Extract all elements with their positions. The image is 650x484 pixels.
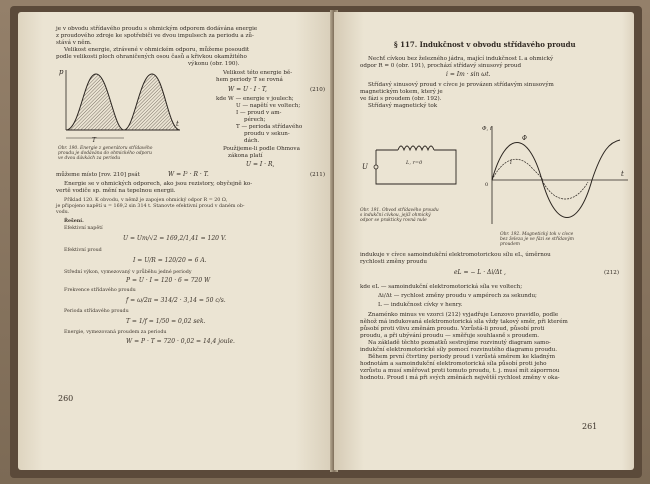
where-line-7: dách. (244, 138, 260, 144)
right-para2-line-3: ve fázi s proudem (obr. 192). (360, 96, 442, 102)
source-voltage-label: U (362, 163, 368, 171)
right-where-line-2: Δi/Δt — rychlost změny proudu v ampérech za sekundu; (378, 293, 537, 299)
right-para3-line-2: rychlosti změny proudu (360, 259, 427, 265)
example-line-3: vodu. (56, 210, 70, 215)
right-para4-line-9: vzrůstu a musí směřovat proti tomuto proudu, t. j. musí mít záporrnou (360, 368, 560, 374)
right-where-line-3: L — indukčnost cívky v henry. (378, 302, 463, 308)
current-equation: i = Im · sin ωt. (446, 71, 491, 78)
fig190-caption-line-1: Obr. 190. Energie z generátoru střídavého (58, 146, 153, 151)
coil-circuit-figure-191 (354, 112, 466, 204)
left-page (18, 12, 333, 470)
step-6-equation: W = P · T = 720 · 0,02 = 14,4 joule. (126, 338, 235, 345)
right-para4-line-6: indukční elektromotorické síly pomocí rozvinutého diagramu proudu. (360, 347, 558, 353)
right-para1-line-2: odpor R = 0 (obr. 191), prochází střídavý sinusový proud (360, 63, 522, 69)
equation-211: W = I² · R · T. (168, 171, 209, 178)
step-1-label: Efektivní napětí (64, 226, 103, 231)
current-curve-label: i (510, 159, 512, 166)
solution-label: Řešení. (64, 218, 84, 224)
right-para3-line-1: indukuje v cívce samoindukční elektromotorickou sílu eL, úměrnou (360, 252, 551, 258)
step-5-label: Perioda střídavého proudu (64, 309, 129, 314)
step-3-equation: P = U · I = 120 · 6 = 720 W (126, 277, 211, 284)
fig192-caption-line-3: proudem (500, 242, 520, 247)
step-1-equation: U = Um/√2 = 169,2/1,41 = 120 V. (123, 235, 227, 242)
equation-210: W = U · I · T, (228, 86, 267, 93)
left-para1-line-3: výkonu (obr. 190). (188, 61, 240, 67)
fig192-caption-line-2: bez železa je ve fázi se střídavým (500, 237, 574, 242)
fig191-caption-line-1: Obr. 191. Obvod střídavého proudu (360, 208, 439, 213)
coil-parameter-label: L, r=0 (406, 160, 423, 166)
right-para4-line-8: hodnotám a samoindukční elektromotorická síla působí proti jeho (360, 361, 547, 367)
left-para1-line-1: Velikost energie, ztrávené v ohmickém odporu, můžeme posoudit (64, 47, 250, 53)
right-page (334, 12, 634, 470)
equation-212: eL = − L · Δi/Δt , (454, 269, 506, 276)
step-4-equation: f = ω/2π = 314/2 · 3,14 = 50 c/s. (126, 297, 226, 304)
where-line-2: U — napětí ve voltech; (236, 103, 301, 109)
right-para4-line-7: Během první čtvrtiny periody proud i vzrůstá směrem ke kladným (368, 354, 555, 360)
where-line-5: T — perioda střídavého (236, 124, 303, 130)
example-line-1: Příklad 120. K obvodu, v němž je zapojen ohmický odpor R = 20 Ω, (64, 198, 228, 203)
left-para2-line-2: vertě vodiče sp. mění na tepelnou energii. (56, 188, 176, 194)
figure-190-period-label: T (92, 137, 97, 144)
fig191-caption-line-2: s indukční cívkou, jejíž ohmický (360, 213, 431, 218)
flux-current-figure-192 (480, 120, 630, 230)
eq211-intro: můžeme místo [rov. 210] psát (56, 172, 140, 178)
fig191-caption-line-3: odpor se prakticky rovná nule (360, 218, 427, 223)
figure-192-x-label: t (621, 170, 624, 178)
equation-210-number: (210) (310, 87, 326, 93)
right-para2-line-2: magnetickým tokem, který je (360, 89, 443, 95)
where-line-3: I — proud v am- (236, 110, 282, 116)
left-para1-line-2: podle velikosti ploch ohraničených osou časů a křivkou okamžitého (56, 54, 247, 60)
right-para4-line-5: Na základě těchto poznatků sestrojíme rozvinutý diagram samo- (368, 340, 551, 346)
beside-fig-line-2: hem periody T se rovná (216, 77, 283, 83)
equation-212-number: (212) (604, 270, 620, 276)
energy-figure-190 (58, 64, 183, 144)
figure-192-y-label: Φ, i (482, 126, 492, 132)
step-6-label: Energie, vymezovaná proudem za periodu (64, 330, 167, 335)
fig192-caption-line-1: Obr. 192. Magnetický tok v cívce (500, 232, 574, 237)
right-para4-line-4: proudu, a při ubývání proudu — směřuje souhlasně s proudem. (360, 333, 540, 339)
example-line-2: je připojeno napětí u = 169,2 sin 314 t. Stanovte efektivní proud v daném ob- (56, 204, 245, 209)
left-para2-line-1: Energie se v ohmických odporech, ako jsou rezistory, obyčejně ko- (64, 181, 253, 187)
step-5-equation: T = 1/f = 1/50 = 0,02 sek. (126, 318, 206, 325)
right-para4-line-10: hodnotu. Proud i má při svých změnách největší rychlost změny v oka- (360, 375, 560, 381)
equation-211-number: (211) (310, 172, 326, 178)
left-intro-line-3: stává v něm. (56, 40, 92, 46)
ohm-line-1: Použijeme-li podle Ohmova (223, 146, 300, 152)
left-page-number: 260 (58, 394, 74, 403)
where-line-4: pérech; (244, 117, 266, 123)
fig190-caption-line-2: proudu je dodávána do ohmického odporu (58, 151, 152, 156)
right-para2-line-1: Střídavý sinusový proud v cívce je provázen střídavým sinusovým (368, 82, 554, 88)
right-para4-line-1: Znaménko minus ve vzorci (212) vyjadřuje Lenzovo pravidlo, podle (368, 312, 559, 318)
step-4-label: Frekvence střídavého proudu (64, 288, 136, 293)
ohm-equation: U = I · R, (246, 161, 275, 168)
flux-curve-label: Φ (522, 135, 527, 142)
ohm-line-2: zákona platí (228, 153, 263, 159)
left-intro-line-2: z proudového zdroje ke spotřebiči ve dvou impulsech za periodu a zů- (56, 33, 254, 39)
figure-192-origin: 0 (485, 182, 489, 188)
right-para4-line-2: něhož má indukovaná elektromotorická síla vždy takový směr, při kterém (360, 319, 568, 325)
right-para4-line-3: působí proti vlivu změnám proudu. Vzrůstá-li proud, působí proti (360, 326, 545, 332)
step-2-label: Efektivní proud (64, 248, 102, 253)
where-line-6: proudu v sekun- (244, 131, 290, 137)
beside-fig-line-1: Velikost této energie bě- (223, 70, 293, 76)
right-para2b: Střídavý magnetický tok (368, 103, 438, 109)
right-where-line-1: kde eL — samoindukční elektromotorická síla ve voltech; (360, 284, 523, 290)
fig190-caption-line-3: ve dvou dávkách za periodu (58, 156, 121, 161)
figure-190-x-label: t (176, 120, 179, 128)
right-page-number: 261 (582, 422, 598, 431)
figure-190-y-label: p (59, 68, 64, 76)
step-3-label: Střední výkon, vymezovaný v průběhu jedné periody (64, 270, 192, 275)
right-para1-line-1: Nechť cívkou bez železného jádra, mající indukčnost L a ohmický (368, 56, 554, 62)
section-heading: § 117. Indukčnost v obvodu střídavého proudu (394, 40, 576, 49)
step-2-equation: I = U/R = 120/20 = 6 A. (133, 257, 207, 264)
where-line-1: kde W — energie v joulech; (216, 96, 294, 102)
left-intro-line-1: je v obvodu střídavého proudu s ohmickým odporem dodávána energie (56, 26, 258, 32)
